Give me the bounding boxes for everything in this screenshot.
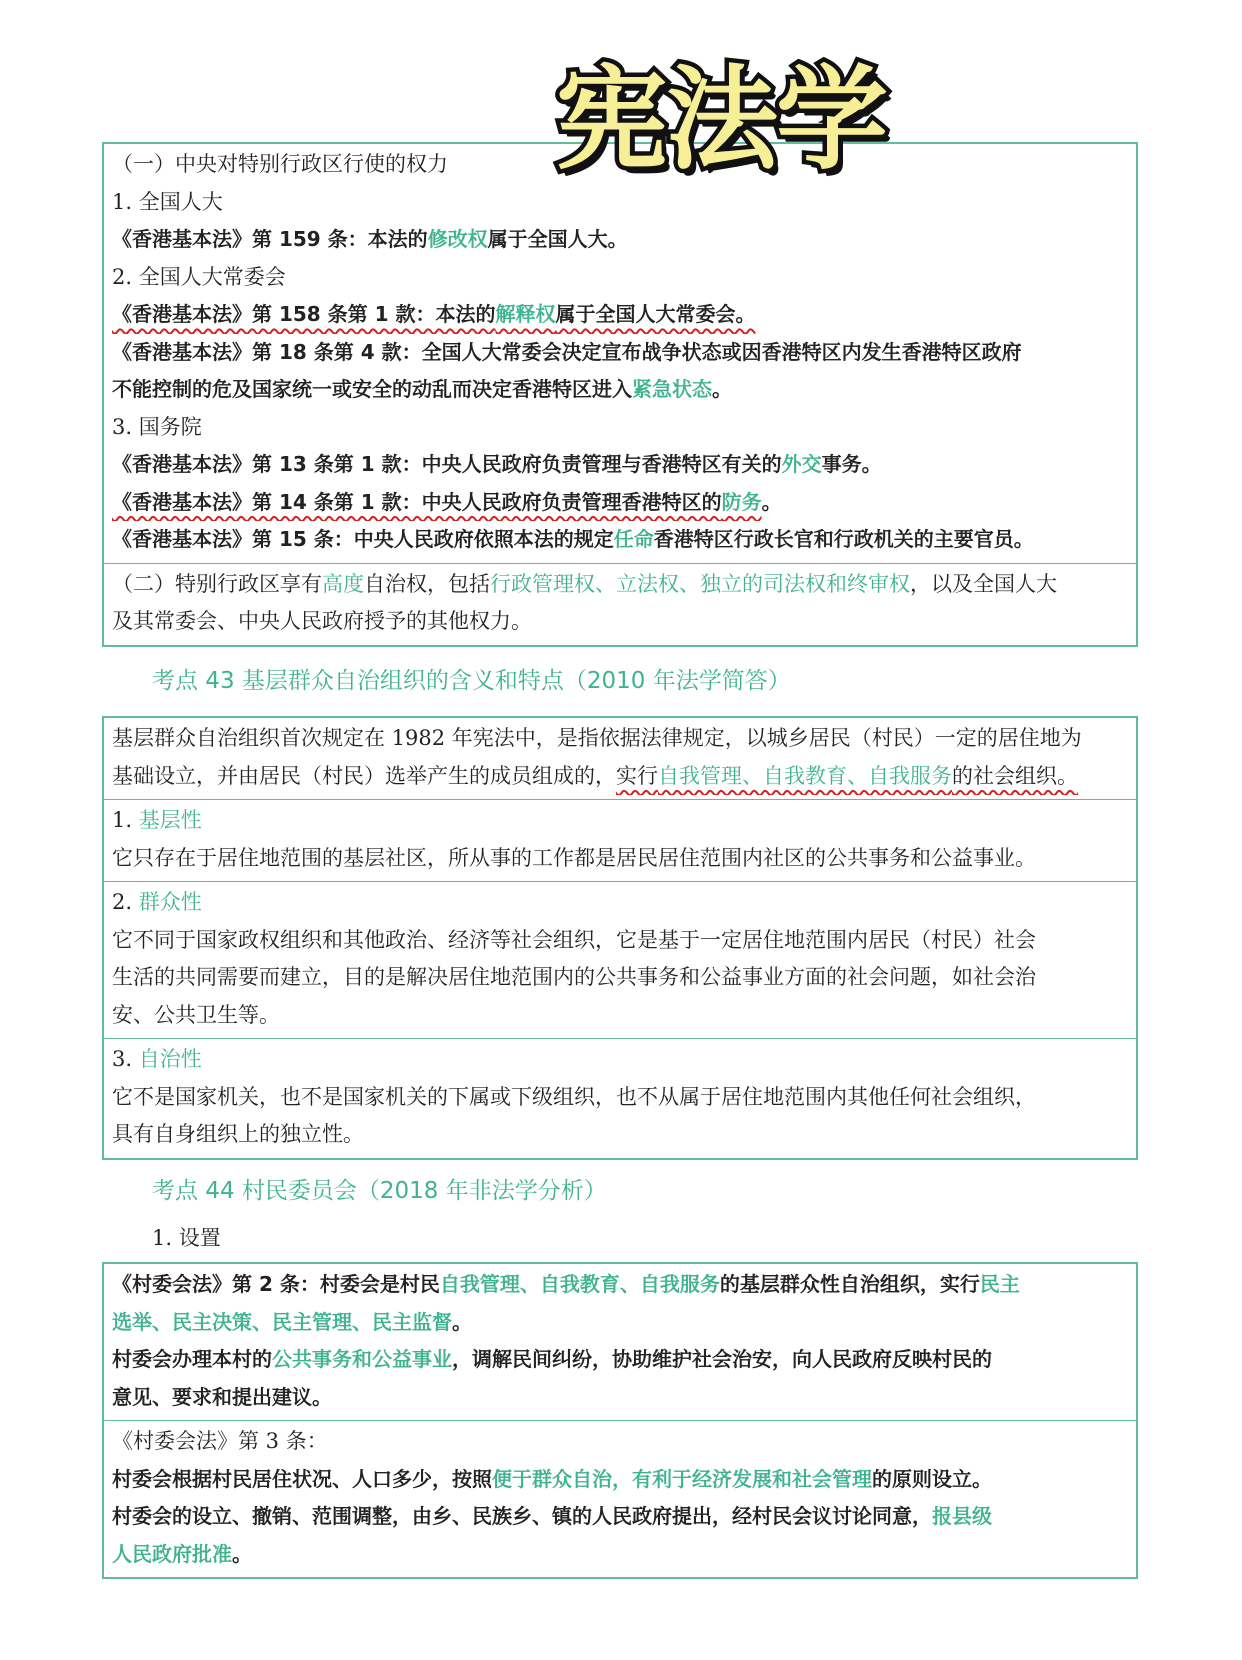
article-13: 《香港基本法》第 13 条第 1 款：中央人民政府负责管理与香港特区有关的外交事务。 <box>112 452 882 476</box>
autonomy-trait-section <box>104 1038 1136 1158</box>
article-18-line2: 不能控制的危及国家统一或安全的动乱而决定香港特区进入紧急状态。 <box>112 377 732 401</box>
definition-line2: 基础设立，并由居民（村民）选举产生的成员组成的，实行自我管理、自我教育、自我服务的社会组织。 <box>112 763 1078 788</box>
section-heading: （一）中央对特别行政区行使的权力 <box>112 152 448 176</box>
subheading-setup: 1. 设置 <box>152 1226 221 1250</box>
grassroots-label: 1. 基层性 <box>112 808 202 832</box>
page-title: 宪法学 <box>556 55 886 185</box>
article-3-title: 《村委会法》第 3 条： <box>112 1429 328 1453</box>
subheading-npc: 1. 全国人大 <box>112 189 223 214</box>
mass-label: 2. 群众性 <box>112 890 202 914</box>
autonomy-trait-line2: 具有自身组织上的独立性。 <box>112 1122 364 1146</box>
central-powers-section <box>104 144 1136 563</box>
self-governance-box <box>102 716 1138 1160</box>
heading-kaodian-44: 考点 44 村民委员会（2018 年非法学分析） <box>152 1178 607 1204</box>
village-committee-box <box>102 1262 1138 1579</box>
article-15: 《香港基本法》第 15 条：中央人民政府依照本法的规定任命香港特区行政长官和行政机关的主要官员。 <box>112 527 1034 551</box>
article-2-line1: 《村委会法》第 2 条：村委会是村民自我管理、自我教育、自我服务的基层群众性自治组织，实行民主 <box>112 1272 1020 1296</box>
mass-text-line3: 安、公共卫生等。 <box>112 1002 280 1027</box>
article-2-line2: 选举、民主决策、民主管理、民主监督。 <box>112 1309 472 1334</box>
autonomy-line1: （二）特别行政区享有高度自治权，包括行政管理权、立法权、独立的司法权和终审权，以及全国人大 <box>112 571 1057 596</box>
autonomy-line2: 及其常委会、中央人民政府授予的其他权力。 <box>112 609 532 633</box>
autonomy-trait-line1: 它不是国家机关，也不是国家机关的下属或下级组织，也不从属于居住地范围内其他任何社会组织， <box>112 1084 1036 1109</box>
definition-section <box>104 718 1136 799</box>
article-3-line3: 人民政府批准。 <box>112 1541 252 1566</box>
grassroots-section <box>104 799 1136 881</box>
article-3-line2: 村委会的设立、撤销、范围调整，由乡、民族乡、镇的人民政府提出，经村民会议讨论同意，报县级 <box>112 1504 992 1528</box>
article-159: 《香港基本法》第 159 条：本法的修改权属于全国人大。 <box>112 227 628 251</box>
heading-kaodian-43: 考点 43 基层群众自治组织的含义和特点（2010 年法学简答） <box>152 668 791 694</box>
subheading-npcsc: 2. 全国人大常委会 <box>112 264 286 289</box>
definition-line1: 基层群众自治组织首次规定在 1982 年宪法中，是指依据法律规定，以城乡居民（村民）一定的居住地为 <box>112 726 1082 750</box>
autonomy-trait-label: 3. 自治性 <box>112 1047 202 1071</box>
article-18-line1: 《香港基本法》第 18 条第 4 款：全国人大常委会决定宣布战争状态或因香港特区内发生香港特区政府 <box>112 339 1022 364</box>
grassroots-text: 它只存在于居住地范围的基层社区，所从事的工作都是居民居住范围内社区的公共事务和公益事业。 <box>112 845 1036 870</box>
mass-section <box>104 881 1136 1038</box>
article-14: 《香港基本法》第 14 条第 1 款：中央人民政府负责管理香港特区的防务。 <box>112 489 782 514</box>
subheading-state-council: 3. 国务院 <box>112 414 202 439</box>
duties-line2: 意见、要求和提出建议。 <box>112 1384 332 1409</box>
article-158: 《香港基本法》第 158 条第 1 款：本法的解释权属于全国人大常委会。 <box>112 302 756 326</box>
mass-text-line1: 它不同于国家政权组织和其他政治、经济等社会组织，它是基于一定居住地范围内居民（村民）社会 <box>112 927 1036 952</box>
duties-line1: 村委会办理本村的公共事务和公益事业，调解民间纠纷，协助维护社会治安，向人民政府反映村民的 <box>112 1347 992 1371</box>
mass-text-line2: 生活的共同需要而建立，目的是解决居住地范围内的公共事务和公益事业方面的社会问题，如社会治 <box>112 965 1036 989</box>
article-2-section <box>104 1264 1136 1420</box>
article-3-line1: 村委会根据村民居住状况、人口多少，按照便于群众自治，有利于经济发展和社会管理的原则设立。 <box>112 1466 992 1491</box>
central-powers-box <box>102 142 1138 647</box>
article-3-section <box>104 1420 1136 1577</box>
autonomy-section <box>104 563 1136 645</box>
